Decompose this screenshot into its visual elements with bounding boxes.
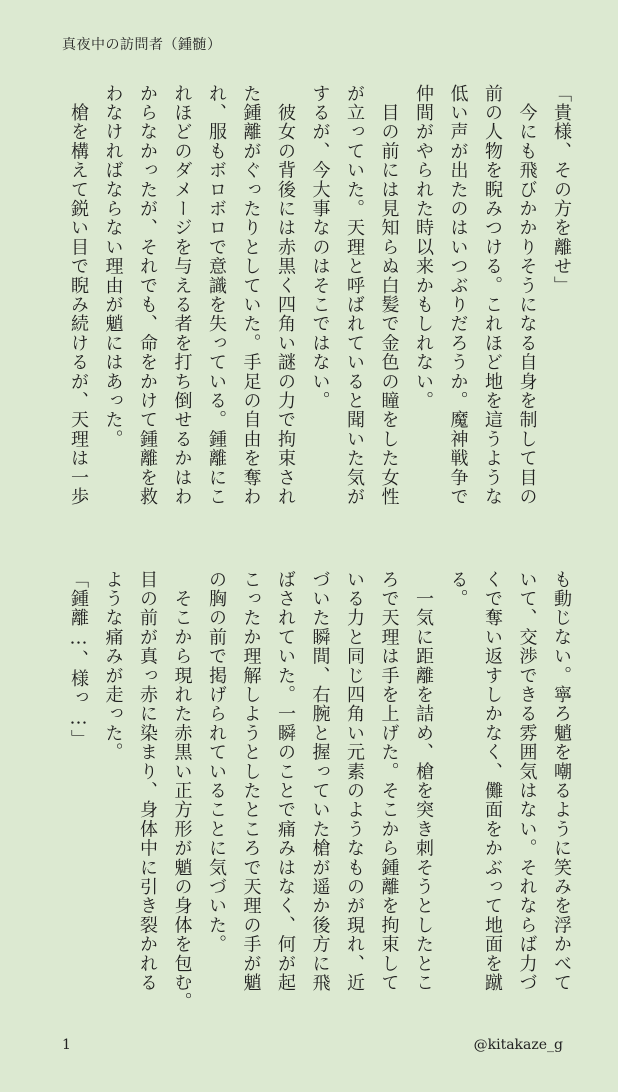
text-block-top <box>56 84 578 524</box>
text-line: た鍾離がぐったりとしていた。手足の自由を奪わ <box>240 84 262 507</box>
text-line: ばされていた。一瞬のことで痛みはなく、何が起 <box>275 570 296 993</box>
text-line: る。 <box>447 570 469 609</box>
text-line: も動じない。寧ろ魈を嘲るように笑みを浮かべて <box>551 570 572 993</box>
text-line: 低い声が出たのはいつぶりだろうか。魔神戦争で <box>447 84 469 507</box>
text-line: 一気に距離を詰め、槍を突き刺そうとしたとこ <box>413 570 434 993</box>
text-line: 「鍾離…、様っ…」 <box>68 570 89 749</box>
text-line: 目の前には見知らぬ白髪で金色の瞳をした女性 <box>378 84 400 507</box>
text-line: の胸の前で掲げられていることに気づいた。 <box>206 570 227 954</box>
author-handle: @kitakaze_g <box>473 1037 563 1053</box>
text-line: れ、服もボロボロで意識を失っている。鍾離にこ <box>206 84 227 507</box>
text-line: するが、今大事なのはそこではない。 <box>309 84 331 411</box>
page-number: 1 <box>62 1037 71 1053</box>
text-line: れほどのダメージを与える者を打ち倒せるかはわ <box>171 84 193 507</box>
story-title: 真夜中の訪問者（鍾髄） <box>62 37 222 53</box>
text-line: ろで天理は手を上げた。そこから鍾離を拘束して <box>378 570 400 993</box>
text-line: くで奪い返すしかなく、儺面をかぶって地面を蹴 <box>482 570 503 993</box>
text-line: そこから現れた赤黒い正方形が魈の身体を包む。 <box>171 570 193 1012</box>
text-line: 仲間がやられた時以来かもしれない。 <box>413 84 434 411</box>
text-line: 今にも飛びかかりそうになる自身を制して目の <box>516 84 538 507</box>
text-line: 「貴様、その方を離せ」 <box>551 84 572 296</box>
text-line: こったか理解しようとしたところで天理の手が魈 <box>240 570 262 993</box>
text-line: わなければならない理由が魈にはあった。 <box>102 84 124 449</box>
text-line: 彼女の背後には赤黒く四角い謎の力で拘束され <box>275 84 296 507</box>
text-line: が立っていた。天理と呼ばれていると聞いた気が <box>344 84 365 507</box>
text-line: 前の人物を睨みつける。これほど地を這うような <box>482 84 503 507</box>
text-line: 目の前が真っ赤に染まり、身体中に引き裂かれる <box>137 570 158 993</box>
text-line: いて、交渉できる雰囲気はない。それならば力づ <box>516 570 538 993</box>
text-line: 槍を構えて鋭い目で睨み続けるが、天理は一歩 <box>68 84 89 507</box>
text-block-bottom <box>56 570 578 1014</box>
text-line: ような痛みが走った。 <box>102 570 124 762</box>
text-line: いる力と同じ四角い元素のようなものが現れ、近 <box>344 570 365 993</box>
text-line: づいた瞬間、右腕と握っていた槍が遥か後方に飛 <box>309 570 331 993</box>
text-line: からなかったが、それでも、命をかけて鍾離を救 <box>137 84 158 507</box>
